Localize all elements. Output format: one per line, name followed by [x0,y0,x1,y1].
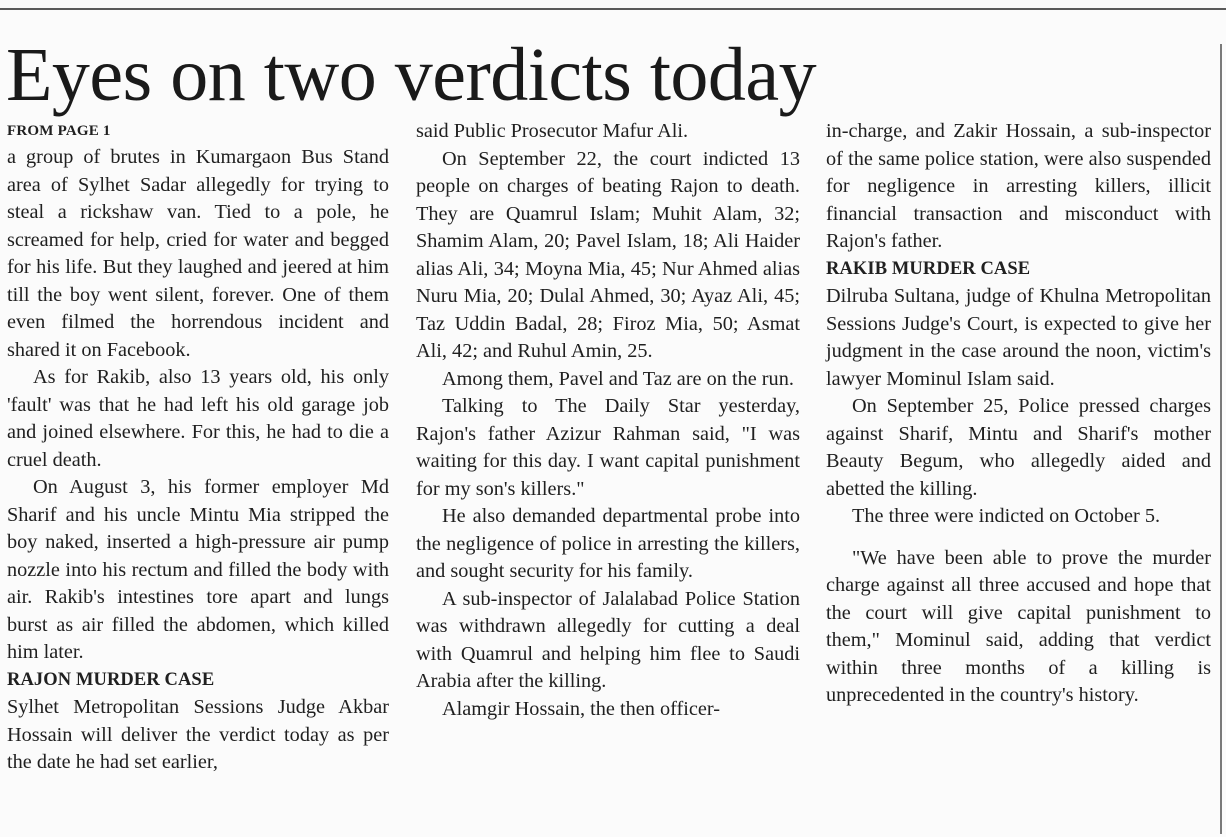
spacer [826,531,1211,545]
paragraph: Among them, Pavel and Taz are on the run. [442,367,794,390]
paragraph: Dilruba Sultana, judge of Khulna Metropolitan Sessions Judge's Court, is expected to give her judgment in the case around the noon, victim's lawyer Mominul Islam said. [826,285,1211,390]
paragraph: On September 25, Police pressed charges against Sharif, Mintu and Sharif's mother Beauty Begum, who allegedly aided and abetted the killing. [826,395,1211,500]
paragraph: On September 22, the court indicted 13 people on charges of beating Rajon to death. They are Quamrul Islam; Muhit Alam, 32; Shamim Alam, 20; Pavel Islam, 18; Ali Haider alias Ali, 34; Moyna Mia, 45; Nur Ahmed alias Nuru Mia, 20; Dulal Ahmed, 30; Ayaz Ali, 45; Taz Uddin Badal, 28; Firoz Mia, 50; Asmat Ali, 42; and Ruhul Amin, 25. [416,147,800,362]
subhead-rajon: RAJON MURDER CASE [7,669,215,690]
subhead-rakib: RAKIB MURDER CASE [826,258,1031,279]
paragraph: Talking to The Daily Star yesterday, Rajon's father Azizur Rahman said, "I was waiting for this day. I want capital punishment for my son's killers." [416,395,800,500]
paragraph: He also demanded departmental probe into the negligence of police in arresting the killers, and sought security for his family. [416,505,800,582]
column-1 [7,118,389,777]
jump-line: FROM PAGE 1 [7,123,111,139]
paragraph: A sub-inspector of Jalalabad Police Station was withdrawn allegedly for cutting a deal with Quamrul and helping him flee to Saudi Arabia after the killing. [416,587,800,692]
column-2 [416,118,800,723]
headline: Eyes on two verdicts today [6,33,817,117]
paragraph: in-charge, and Zakir Hossain, a sub-inspector of the same police station, were also suspended for negligence in arresting killers, illicit financial transaction and misconduct with Rajon's father. [826,120,1211,252]
column-rule [1220,44,1222,834]
paragraph: Sylhet Metropolitan Sessions Judge Akbar Hossain will deliver the verdict today as per the date he had set earlier, [7,696,389,773]
paragraph: said Public Prosecutor Mafur Ali. [416,120,689,142]
paragraph: On August 3, his former employer Md Sharif and his uncle Mintu Mia stripped the boy naked, inserted a high-pressure air pump nozzle into his rectum and filled the body with air. Rakib's intestines tore apart and lungs burst as air filled the abdomen, which killed him later. [7,476,389,663]
column-3 [826,118,1211,710]
paragraph: As for Rakib, also 13 years old, his only 'fault' was that he had left his old garage job and joined elsewhere. For this, he had to die a cruel death. [7,366,389,471]
paragraph: "We have been able to prove the murder charge against all three accused and hope that the court will give capital punishment to them," Mominul said, adding that verdict within three months of a killing is unprecedented in the country's history. [826,546,1211,706]
paragraph: Alamgir Hossain, the then officer- [442,697,721,720]
paragraph: a group of brutes in Kumargaon Bus Stand area of Sylhet Sadar allegedly for trying to steal a rickshaw van. Tied to a pole, he screamed for help, cried for water and begged for his life. But they laughed and jeered at him till the boy went silent, forever. One of them even filmed the horrendous incident and shared it on Facebook. [7,146,389,361]
paragraph: The three were indicted on October 5. [852,505,1161,527]
top-rule [0,8,1226,10]
